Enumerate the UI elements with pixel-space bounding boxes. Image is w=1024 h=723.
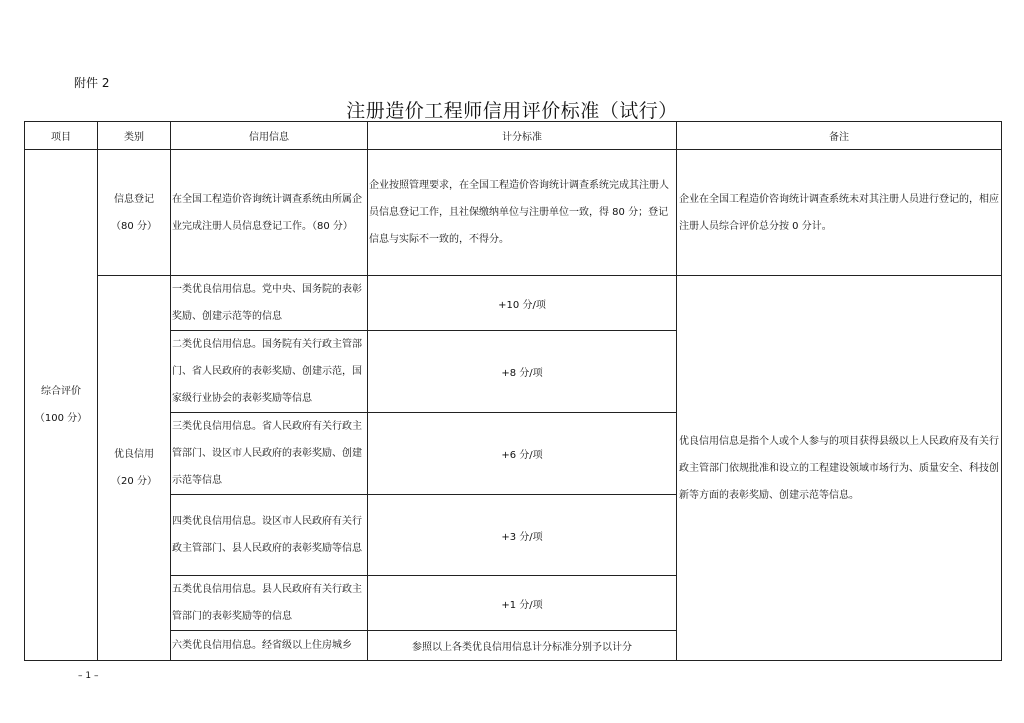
header-row [25,122,1002,150]
good-credit-info-4: 四类优良信用信息。设区市人民政府有关行政主管部门、县人民政府的表彰奖励等信息 [171,495,368,576]
registration-points: （80 分） [111,220,157,232]
good-credit-info-6: 六类优良信用信息。经省级以上住房城乡 [171,631,368,661]
registration-remark: 企业在全国工程造价咨询统计调查系统未对其注册人员进行登记的，相应注册人员综合评价总分按 0 分计。 [677,150,1002,276]
good-credit-category: 优良信用 [114,449,154,460]
credit-evaluation-table [24,121,1002,661]
good-credit-score-3: +6 分/项 [368,413,677,495]
table-row [25,150,1002,276]
section-name: 综合评价 [41,386,81,397]
page-title: 注册造价工程师信用评价标准（试行） [346,100,678,122]
registration-category-cell [98,150,171,276]
table-row [25,276,1002,331]
header-credit-info: 信用信息 [171,122,368,150]
header-remarks: 备注 [677,122,1002,150]
good-credit-score-1: +10 分/项 [368,276,677,331]
good-credit-info-5: 五类优良信用信息。县人民政府有关行政主管部门的表彰奖励等的信息 [171,576,368,631]
header-project: 项目 [25,122,98,150]
header-category: 类别 [98,122,171,150]
section-points: （100 分） [34,413,88,424]
good-credit-score-5: +1 分/项 [368,576,677,631]
good-credit-score-4: +3 分/项 [368,495,677,576]
registration-category: 信息登记 [114,193,154,205]
attachment-label: 附件 2 [74,76,110,90]
good-credit-score-2: +8 分/项 [368,331,677,413]
good-credit-category-cell [98,276,171,661]
good-credit-remark: 优良信用信息是指个人或个人参与的项目获得县级以上人民政府及有关行政主管部门依规批准和设立的工程建设领域市场行为、质量安全、科技创新等方面的表彰奖励、创建示范等信息。 [677,276,1002,661]
registration-info: 在全国工程造价咨询统计调查系统由所属企业完成注册人员信息登记工作。（80 分） [171,150,368,276]
good-credit-info-2: 二类优良信用信息。国务院有关行政主管部门、省人民政府的表彰奖励、创建示范，国家级行业协会的表彰奖励等信息 [171,331,368,413]
registration-scoring: 企业按照管理要求，在全国工程造价咨询统计调查系统完成其注册人员信息登记工作，且社保缴纳单位与注册单位一致，得 80 分；登记信息与实际不一致的，不得分。 [368,150,677,276]
page-number: – 1 – [78,671,99,681]
good-credit-points: （20 分） [111,476,157,487]
good-credit-info-1: 一类优良信用信息。党中央、国务院的表彰奖励、创建示范等的信息 [171,276,368,331]
good-credit-score-6: 参照以上各类优良信用信息计分标准分别予以计分 [368,631,677,661]
header-scoring: 计分标准 [368,122,677,150]
good-credit-info-3: 三类优良信用信息。省人民政府有关行政主管部门、设区市人民政府的表彰奖励、创建示范等信息 [171,413,368,495]
section-cell [25,150,98,661]
